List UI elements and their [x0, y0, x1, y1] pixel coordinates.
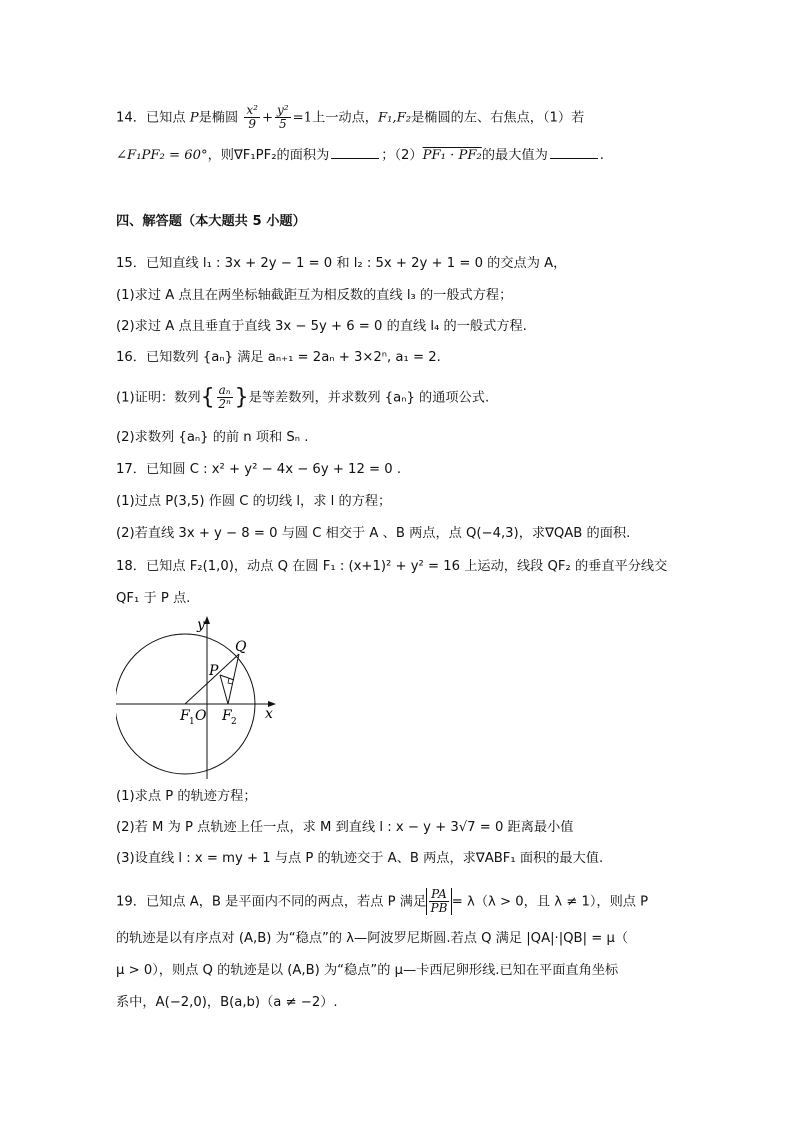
q19-line-1 [116, 888, 648, 915]
q17-part-1: (1)过点 P(3,5) 作圆 C 的切线 l，求 l 的方程； [116, 494, 392, 509]
q17-line-1: 17．已知圆 C : x² + y² − 4x − 6y + 12 = 0 . [116, 462, 402, 477]
label-f2-sub: 2 [231, 717, 237, 727]
q19-line-3: μ > 0），则点 Q 的轨迹是以 (A,B) 为“稳点”的 μ—卡西尼卵形线.已知在平面直角坐标 [116, 963, 619, 978]
ratio-pa-pb [426, 888, 452, 915]
label-f1: F [180, 708, 190, 724]
q17-part-2: (2)若直线 3x + y − 8 = 0 与圆 C 相交于 A 、B 两点，点 Q(−4,3)，求∇QAB 的面积. [116, 526, 631, 541]
q19-text: 19．已知点 A，B 是平面内不同的两点，若点 P 满足 [116, 894, 427, 910]
q14-line-2 [116, 146, 604, 166]
q16-part-2: (2)求数列 {aₙ} 的前 n 项和 Sₙ . [116, 430, 309, 445]
label-p: P [209, 663, 219, 679]
q15-part-1: (1)求过 A 点且在两坐标轴截距互为相反数的直线 l₃ 的一般式方程； [116, 288, 513, 303]
numerator: aₙ [218, 383, 231, 397]
q18-part-2: (2)若 M 为 P 点轨迹上任一点，求 M 到直线 l : x − y + 3√7 = 0 距离最小值 [116, 820, 574, 835]
answer-blank-1[interactable] [331, 146, 379, 159]
denominator: 5 [278, 117, 287, 131]
q16-text: (1)证明：数列 [116, 390, 201, 406]
denominator: 9 [248, 117, 256, 131]
plus-sign: + [261, 110, 274, 126]
bisector [220, 675, 234, 680]
brace-open: { [200, 384, 215, 410]
q18-part-3: (3)设直线 l : x = my + 1 与点 P 的轨迹交于 A、B 两点，求∇ABF₁ 面积的最大值. [116, 851, 604, 866]
foci: F₁,F₂ [378, 110, 412, 126]
fraction-an-2n [217, 384, 233, 411]
q14-line-1 [116, 104, 584, 131]
denominator: 2ⁿ [218, 397, 231, 411]
q19-line-4: 系中，A(−2,0)，B(a,b)（a ≠ −2）. [116, 995, 338, 1010]
q18-line-1: 18．已知点 F₂(1,0)，动点 Q 在圆 F₁ : (x+1)² + y² = 16 上运动，线段 QF₂ 的垂直平分线交 [116, 559, 668, 574]
q14-text: 是椭圆的左、右焦点，（1）若 [411, 110, 585, 126]
q14-text: 是椭圆 [198, 110, 239, 126]
q18-part-1: (1)求点 P 的轨迹方程； [116, 789, 257, 804]
denominator: PB [430, 901, 448, 915]
answer-blank-2[interactable] [550, 146, 598, 159]
label-f2: F [222, 708, 232, 724]
label-q: Q [235, 639, 247, 655]
q16-part-1 [116, 384, 489, 411]
q14-text: ；（2） [381, 148, 423, 163]
label-x: x [265, 706, 273, 722]
q16-text: 是等差数列，并求数列 {aₙ} 的通项公式. [248, 390, 490, 406]
section-heading: 四、解答题（本大题共 5 小题） [116, 214, 306, 229]
q18-line-2: QF₁ 于 P 点. [116, 591, 191, 606]
q14-number: 14．已知点 [116, 110, 190, 126]
period: . [599, 148, 604, 163]
q19-line-2: 的轨迹是以有序点对 (A,B) 为“稳点”的 λ—阿波罗尼斯圆.若点 Q 满足 |QA|·|QB| = μ（ [116, 931, 629, 946]
point-p: P [189, 110, 199, 126]
angle-expression: ∠F₁PF₂ = 60° [116, 148, 208, 163]
numerator: y² [277, 103, 289, 117]
fraction-y2-5 [275, 104, 291, 131]
numerator: PA [431, 887, 447, 901]
brace-close: } [234, 384, 249, 410]
label-f1-sub: 1 [189, 717, 195, 727]
q14-text: 上一动点， [312, 110, 378, 126]
equals-one: =1 [292, 110, 313, 126]
q15-line-1: 15．已知直线 l₁ : 3x + 2y − 1 = 0 和 l₂ : 5x + 2y + 1 = 0 的交点为 A， [116, 256, 567, 271]
ellipse-diagram [116, 614, 286, 779]
fraction-x2-9 [244, 104, 260, 131]
q14-text: 的最大值为 [481, 148, 548, 163]
q14-text: ，则∇F₁PF₂的面积为 [207, 148, 330, 163]
q15-part-2: (2)求过 A 点且垂直于直线 3x − 5y + 6 = 0 的直线 l₄ 的一般式方程. [116, 319, 527, 334]
q16-line-1: 16．已知数列 {aₙ} 满足 aₙ₊₁ = 2aₙ + 3×2ⁿ, a₁ = 2. [116, 350, 441, 365]
label-y: y [197, 617, 205, 633]
numerator: x² [246, 103, 258, 117]
q19-text: = λ（λ > 0，且 λ ≠ 1），则点 P [451, 894, 649, 910]
segment-q-f2 [228, 654, 239, 704]
vector-product: PF₁ · PF₂ [422, 148, 482, 163]
label-o: O [195, 708, 207, 724]
segment-p-f2 [220, 675, 228, 704]
